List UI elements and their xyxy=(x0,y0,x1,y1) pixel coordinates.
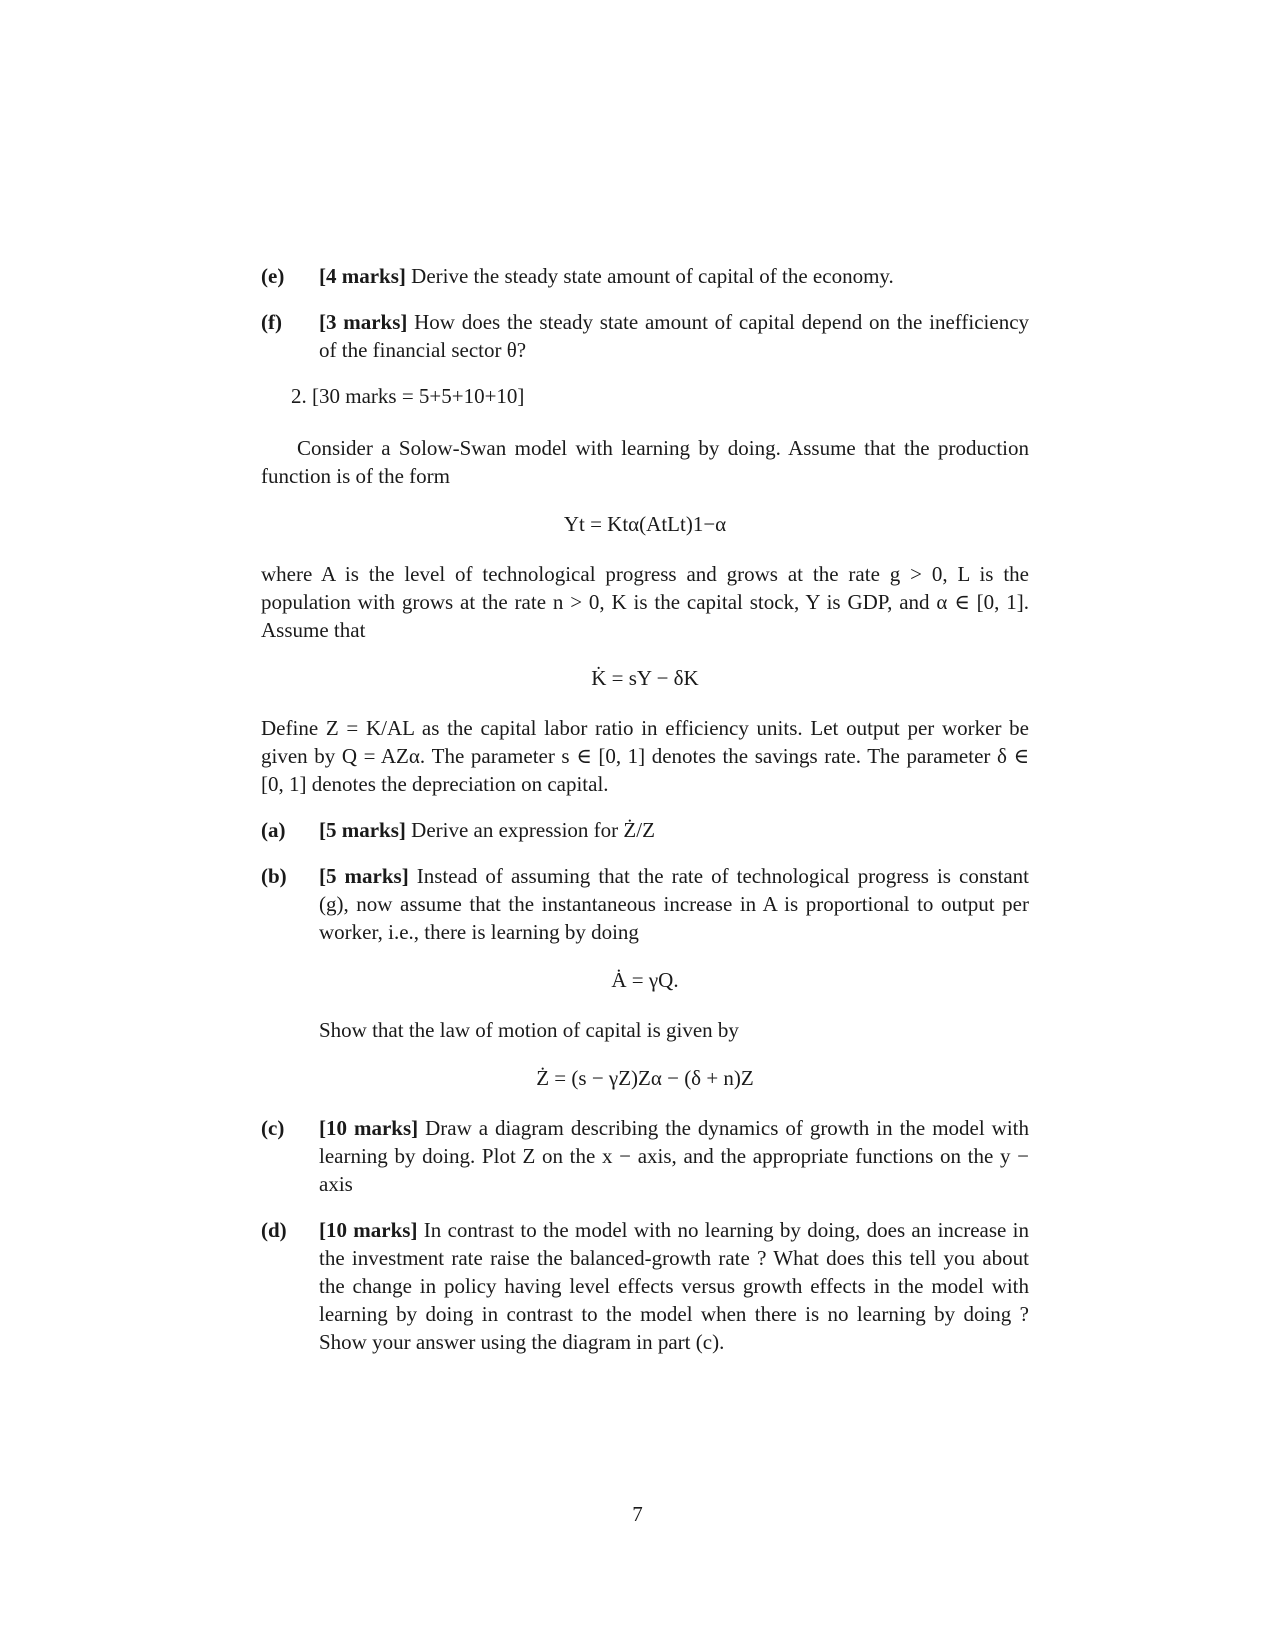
part-a-text: Derive an expression for Ż/Z xyxy=(411,818,655,842)
part-f-marks: [3 marks] xyxy=(319,310,408,334)
part-b-marks: [5 marks] xyxy=(319,864,409,888)
part-e-label: (e) xyxy=(261,264,285,288)
part-d xyxy=(261,1216,1029,1356)
part-a-marks: [5 marks] xyxy=(319,818,406,842)
question-2-description: where A is the level of technological progress and grows at the rate g > 0, L is the population with grows at the rate n > 0, K is the capital stock, Y is GDP, and α ∈ [0, 1]. Assume that xyxy=(261,562,1029,642)
part-a-label: (a) xyxy=(261,818,286,842)
part-b xyxy=(261,862,1029,1092)
part-f xyxy=(261,308,1029,364)
question-2-definition: Define Z = K/AL as the capital labor ratio in efficiency units. Let output per worker be given by Q = AZα. The parameter s ∈ [0, 1] denotes the savings rate. The parameter δ ∈ [0, 1] denotes the depreciation on capital. xyxy=(261,716,1029,796)
part-d-label: (d) xyxy=(261,1218,287,1242)
part-f-label: (f) xyxy=(261,310,282,334)
question-2-marks: [30 marks = 5+5+10+10] xyxy=(312,384,525,408)
part-c-text: Draw a diagram describing the dynamics of growth in the model with learning by doing. Plot Z on the x − axis, and the appropriate functions on the y − axis xyxy=(319,1116,1030,1196)
production-function-equation: Yt = Ktα(AtLt)1−α xyxy=(563,512,727,536)
part-e-marks: [4 marks] xyxy=(319,264,406,288)
part-f-text: How does the steady state amount of capital depend on the inefficiency of the financial sector θ? xyxy=(319,310,1030,362)
learning-by-doing-equation: Ȧ = γQ. xyxy=(611,968,679,992)
page-content xyxy=(261,262,1029,1374)
part-c-marks: [10 marks] xyxy=(319,1116,419,1140)
part-c xyxy=(261,1114,1029,1198)
part-b-text-2: Show that the law of motion of capital is given by xyxy=(319,1018,739,1042)
page-number: 7 xyxy=(632,1502,643,1526)
part-d-marks: [10 marks] xyxy=(319,1218,418,1242)
part-e xyxy=(261,262,1029,290)
part-b-text: Instead of assuming that the rate of technological progress is constant (g), now assume that the instantaneous increase in A is proportional to output per worker, i.e., there is learning by doing xyxy=(319,864,1030,944)
part-c-label: (c) xyxy=(261,1116,285,1140)
part-a xyxy=(261,816,1029,844)
part-e-text: Derive the steady state amount of capital of the economy. xyxy=(411,264,894,288)
law-of-motion-equation: Ż = (s − γZ)Zα − (δ + n)Z xyxy=(536,1066,754,1090)
part-d-text: In contrast to the model with no learning by doing, does an increase in the investment rate raise the balanced-growth rate ? What does this tell you about the change in policy having level effects versus growth effects in the model with learning by doing in contrast to the model when there is no learning by doing ? Show your answer using the diagram in part (c). xyxy=(319,1218,1030,1354)
question-2-intro: Consider a Solow-Swan model with learning by doing. Assume that the production function is of the form xyxy=(261,436,1029,488)
part-b-label: (b) xyxy=(261,864,287,888)
capital-motion-equation: K̇ = sY − δK xyxy=(591,666,699,690)
question-2-number: 2. xyxy=(291,384,307,408)
question-2-header xyxy=(261,382,1029,410)
